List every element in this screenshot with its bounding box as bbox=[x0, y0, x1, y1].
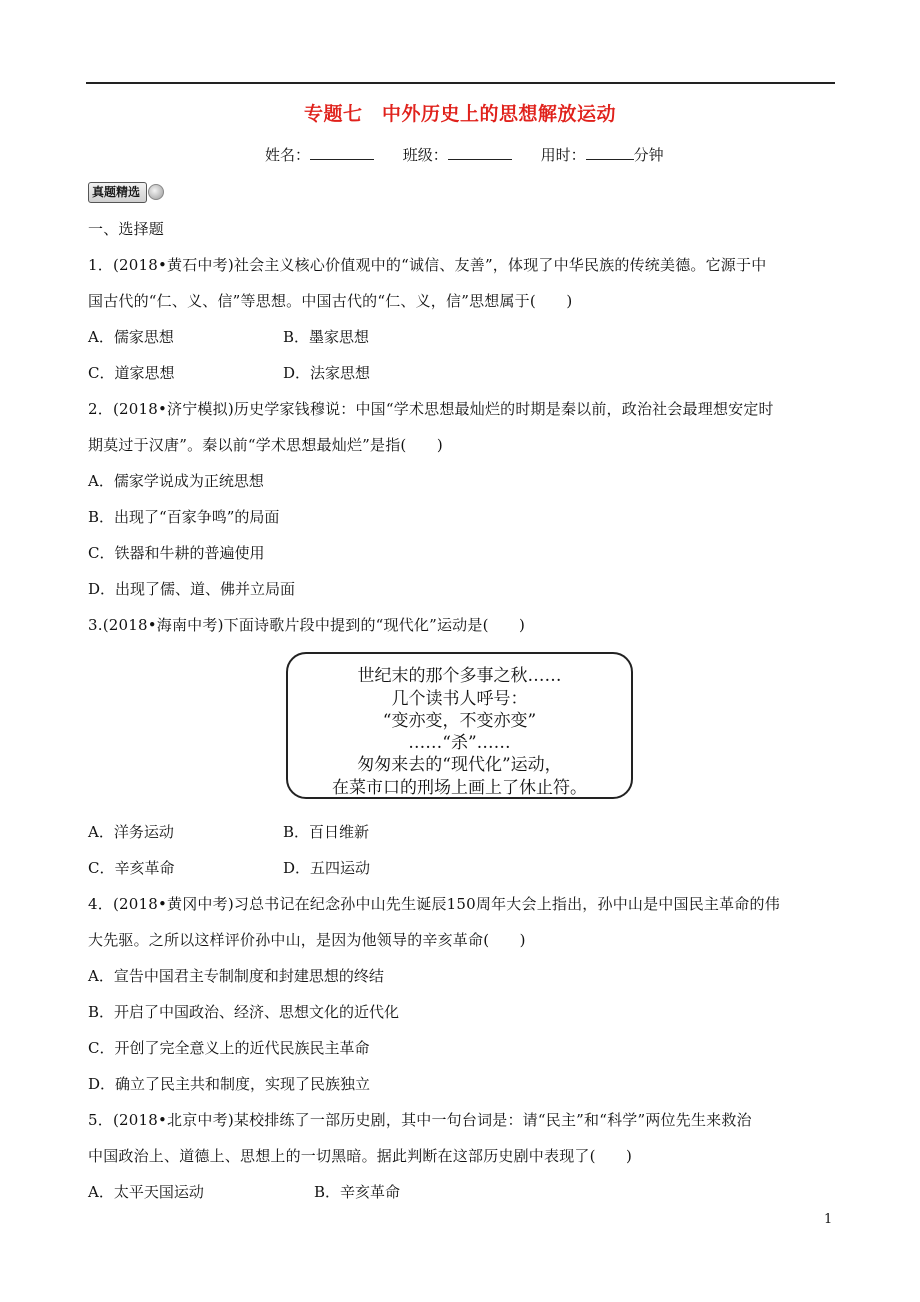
badge-circle-icon bbox=[148, 184, 164, 200]
student-info bbox=[265, 144, 664, 165]
q3-stem: 3.(2018•海南中考)下面诗歌片段中提到的“现代化”运动是( ) bbox=[88, 616, 526, 634]
page-title: 专题七 中外历史上的思想解放运动 bbox=[303, 103, 616, 125]
poem-line: ……“杀”…… bbox=[408, 733, 511, 753]
q1-stem-line2: 国古代的“仁、义、信”等思想。中国古代的“仁、义，信”思想属于( ) bbox=[88, 292, 573, 310]
header-rule bbox=[86, 82, 835, 84]
q5-option-a[interactable]: A．太平天国运动 bbox=[88, 1183, 204, 1201]
q4-option-b[interactable]: B．开启了中国政治、经济、思想文化的近代化 bbox=[88, 1003, 400, 1021]
q1-stem-line1: 1．(2018•黄石中考)社会主义核心价值观中的“诚信、友善”，体现了中华民族的传统美德。它源于中 bbox=[88, 256, 767, 274]
section-badge: 真题精选 bbox=[88, 182, 147, 203]
q1-option-b[interactable]: B．墨家思想 bbox=[283, 328, 370, 346]
name-label: 姓名： bbox=[265, 146, 311, 164]
q4-stem-line1: 4．(2018•黄冈中考)习总书记在纪念孙中山先生诞辰150周年大会上指出，孙中山是中国民主革命的伟 bbox=[88, 895, 780, 913]
q4-option-d[interactable]: D．确立了民主共和制度，实现了民族独立 bbox=[88, 1075, 371, 1093]
q3-option-d[interactable]: D．五四运动 bbox=[283, 859, 371, 877]
q4-option-a[interactable]: A．宣告中国君主专制制度和封建思想的终结 bbox=[88, 967, 384, 985]
q2-option-b[interactable]: B．出现了“百家争鸣”的局面 bbox=[88, 508, 280, 526]
class-label: 班级： bbox=[402, 146, 448, 164]
time-blank[interactable] bbox=[586, 145, 634, 160]
q3-option-c[interactable]: C．辛亥革命 bbox=[88, 859, 175, 877]
poem-line: 匆匆来去的“现代化”运动， bbox=[357, 755, 562, 775]
q3-option-a[interactable]: A．洋务运动 bbox=[88, 823, 174, 841]
q5-stem-line2: 中国政治上、道德上、思想上的一切黑暗。据此判断在这部历史剧中表现了( ) bbox=[88, 1147, 633, 1165]
poem-line: 世纪末的那个多事之秋…… bbox=[357, 666, 562, 686]
time-label: 用时： bbox=[540, 146, 586, 164]
q1-option-d[interactable]: D．法家思想 bbox=[283, 364, 371, 382]
q3-option-b[interactable]: B．百日维新 bbox=[283, 823, 370, 841]
q5-option-b[interactable]: B．辛亥革命 bbox=[314, 1183, 401, 1201]
q2-option-a[interactable]: A．儒家学说成为正统思想 bbox=[88, 472, 264, 490]
poem-line: 在菜市口的刑场上画上了休止符。 bbox=[332, 778, 587, 798]
poem-line: 几个读书人呼号： bbox=[391, 689, 528, 709]
section-heading: 一、选择题 bbox=[88, 220, 165, 238]
class-blank[interactable] bbox=[448, 145, 512, 160]
name-blank[interactable] bbox=[310, 145, 374, 160]
q2-stem-line2: 期莫过于汉唐”。秦以前“学术思想最灿烂”是指( ) bbox=[88, 436, 443, 454]
q5-stem-line1: 5．(2018•北京中考)某校排练了一部历史剧，其中一句台词是：请“民主”和“科学”两位先生来救治 bbox=[88, 1111, 752, 1129]
q4-stem-line2: 大先驱。之所以这样评价孙中山，是因为他领导的辛亥革命( ) bbox=[88, 931, 526, 949]
poem-line: “变亦变，不变亦变” bbox=[382, 711, 537, 731]
q1-option-c[interactable]: C．道家思想 bbox=[88, 364, 175, 382]
q2-stem-line1: 2．(2018•济宁模拟)历史学家钱穆说：中国“学术思想最灿烂的时期是秦以前，政治社会最理想安定时 bbox=[88, 400, 774, 418]
page-number: 1 bbox=[824, 1212, 833, 1227]
q4-option-c[interactable]: C．开创了完全意义上的近代民族民主革命 bbox=[88, 1039, 370, 1057]
time-unit: 分钟 bbox=[633, 146, 664, 164]
q2-option-d[interactable]: D．出现了儒、道、佛并立局面 bbox=[88, 580, 296, 598]
q2-option-c[interactable]: C．铁器和牛耕的普遍使用 bbox=[88, 544, 265, 562]
q1-option-a[interactable]: A．儒家思想 bbox=[88, 328, 174, 346]
